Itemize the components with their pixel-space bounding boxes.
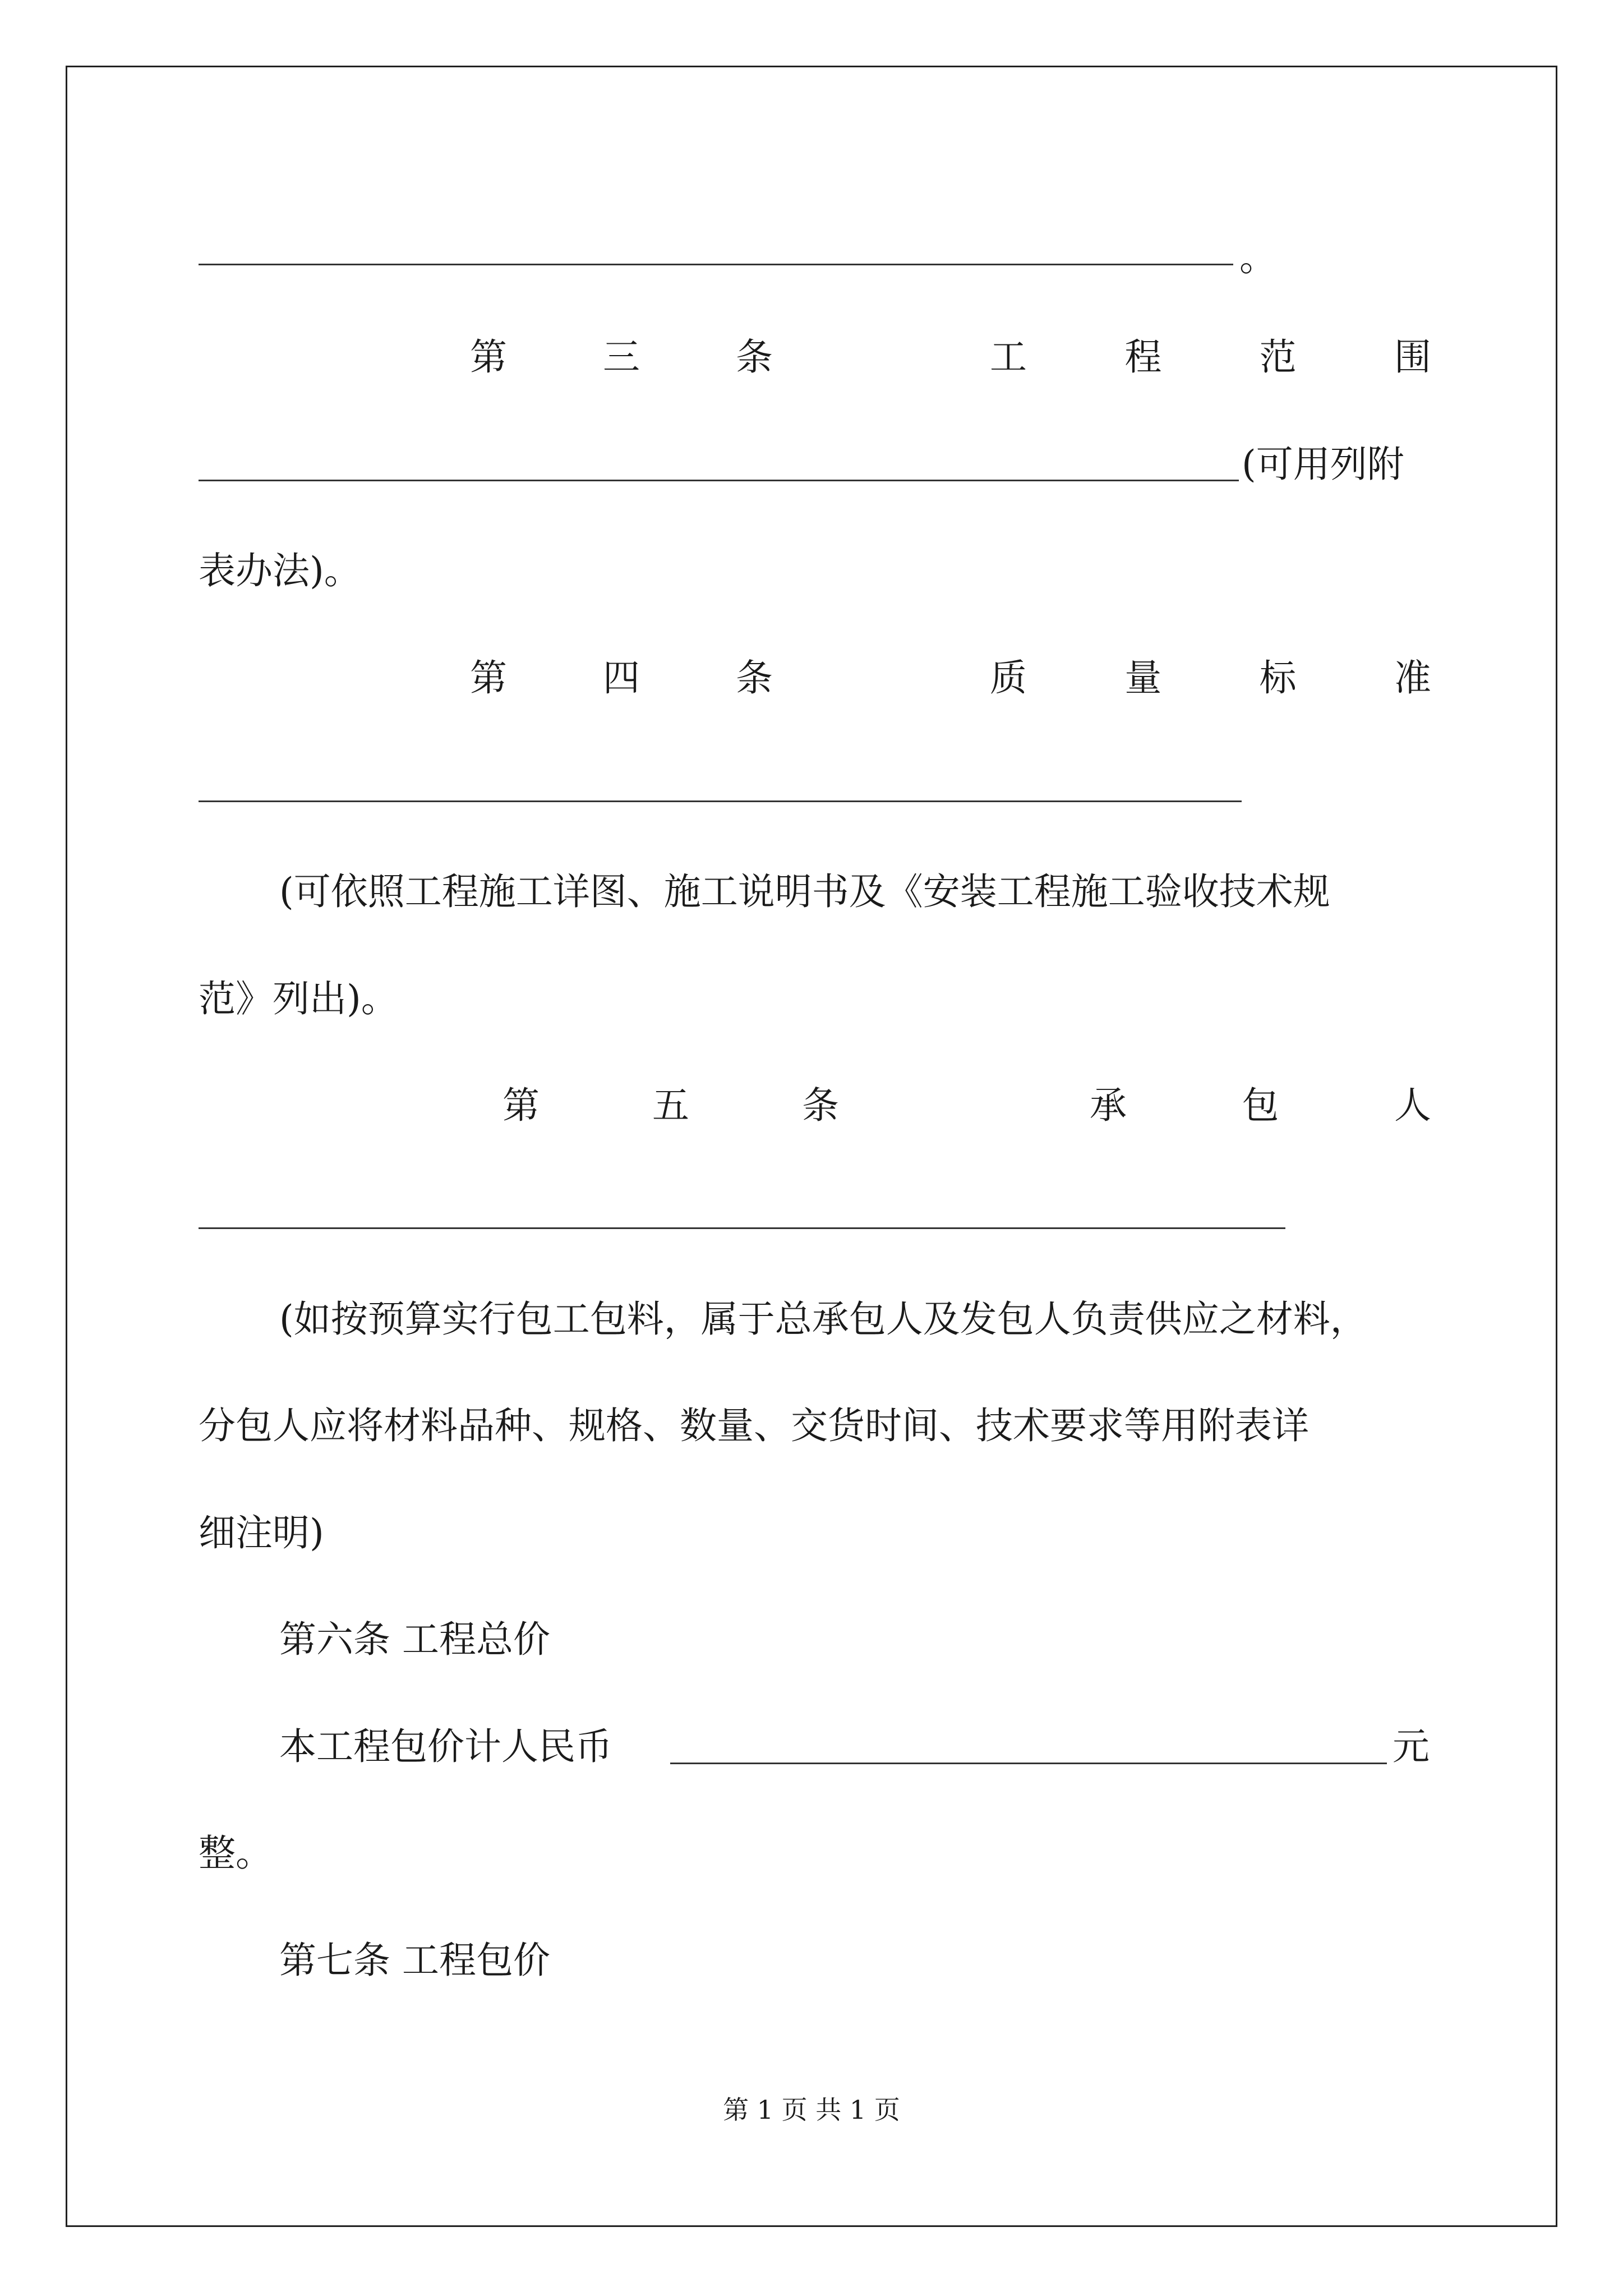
article-5-title: 承 包 人 (1090, 1084, 1431, 1127)
article-7-heading: 第七条 工程包价 (279, 1939, 550, 1982)
article-3-number: 第 三 条 (470, 335, 773, 379)
blank-line-4 (199, 800, 1242, 802)
page-border (66, 66, 1557, 2227)
article-3-note-a: (可用列附 (1242, 443, 1404, 486)
article-4-note-a: (可依照工程施工详图、施工说明书及《安装工程施工验收技术规 (279, 870, 1330, 913)
article-6-text-a: 本工程包价计人民币 (279, 1725, 612, 1768)
blank-line-5 (199, 1227, 1285, 1229)
page-footer: 第 1 页 共 1 页 (723, 2095, 900, 2125)
article-5-note-a: (如按预算实行包工包料，属于总承包人及发包人负责供应之材料， (279, 1297, 1367, 1341)
article-6-text-b: 元 (1393, 1725, 1430, 1768)
blank-line-6 (670, 1763, 1387, 1764)
article-5-number: 第 五 条 (502, 1084, 839, 1127)
article-6-text-c: 整。 (199, 1832, 273, 1875)
article-3-title: 工 程 范 围 (990, 335, 1431, 379)
article-6-heading: 第六条 工程总价 (279, 1618, 550, 1661)
article-3-note-b: 表办法)。 (199, 549, 361, 592)
blank-line-1 (199, 264, 1233, 265)
blank-line-3 (199, 480, 1239, 481)
article-4-note-b: 范》列出)。 (199, 977, 398, 1020)
article-4-title: 质 量 标 准 (990, 656, 1431, 700)
line-1-end: 。 (1239, 236, 1276, 279)
article-5-note-b: 分包人应将材料品种、规格、数量、交货时间、技术要求等用附表详 (199, 1404, 1309, 1447)
article-5-note-c: 细注明) (199, 1511, 324, 1554)
article-4-number: 第 四 条 (470, 656, 773, 700)
